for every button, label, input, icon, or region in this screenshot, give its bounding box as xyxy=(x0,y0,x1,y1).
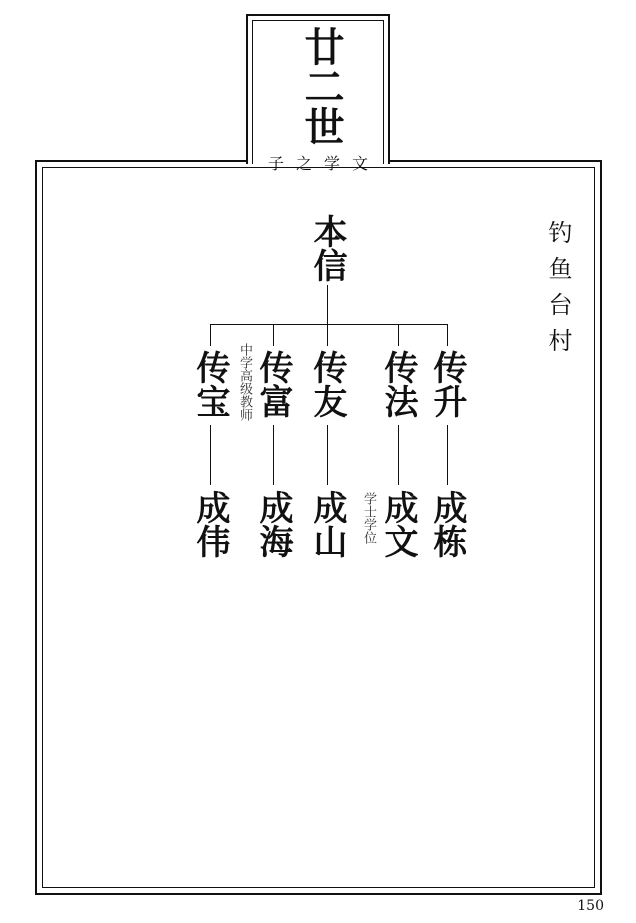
drop-line xyxy=(327,324,328,346)
grandson-note: 学士学位 xyxy=(361,492,376,544)
generation-subtitle: 子之学文 xyxy=(267,154,380,173)
descent-line xyxy=(447,425,448,485)
sibling-bar xyxy=(210,324,447,325)
drop-line xyxy=(210,324,211,346)
root-connector xyxy=(327,285,328,325)
root-name: 本信 xyxy=(307,214,347,282)
drop-line xyxy=(398,324,399,346)
descent-line xyxy=(398,425,399,485)
grandson-name: 成文 xyxy=(378,490,418,558)
page-number: 150 xyxy=(577,898,604,914)
son-note: 中学高级教师 xyxy=(237,343,252,421)
son-name: 传宝 xyxy=(190,350,230,418)
son-name: 传升 xyxy=(427,350,467,418)
generation-tab xyxy=(246,14,390,173)
son-name: 传友 xyxy=(307,350,347,418)
descent-line xyxy=(210,425,211,485)
grandson-name: 成栋 xyxy=(427,490,467,558)
village-name: 钓鱼台村 xyxy=(544,220,572,364)
drop-line xyxy=(273,324,274,346)
drop-line xyxy=(447,324,448,346)
grandson-name: 成伟 xyxy=(190,490,230,558)
son-name: 传富 xyxy=(253,350,293,418)
grandson-name: 成海 xyxy=(253,490,293,558)
son-name: 传法 xyxy=(378,350,418,418)
grandson-name: 成山 xyxy=(307,490,347,558)
descent-line xyxy=(273,425,274,485)
descent-line xyxy=(327,425,328,485)
generation-title: 廿二世 xyxy=(298,26,345,146)
